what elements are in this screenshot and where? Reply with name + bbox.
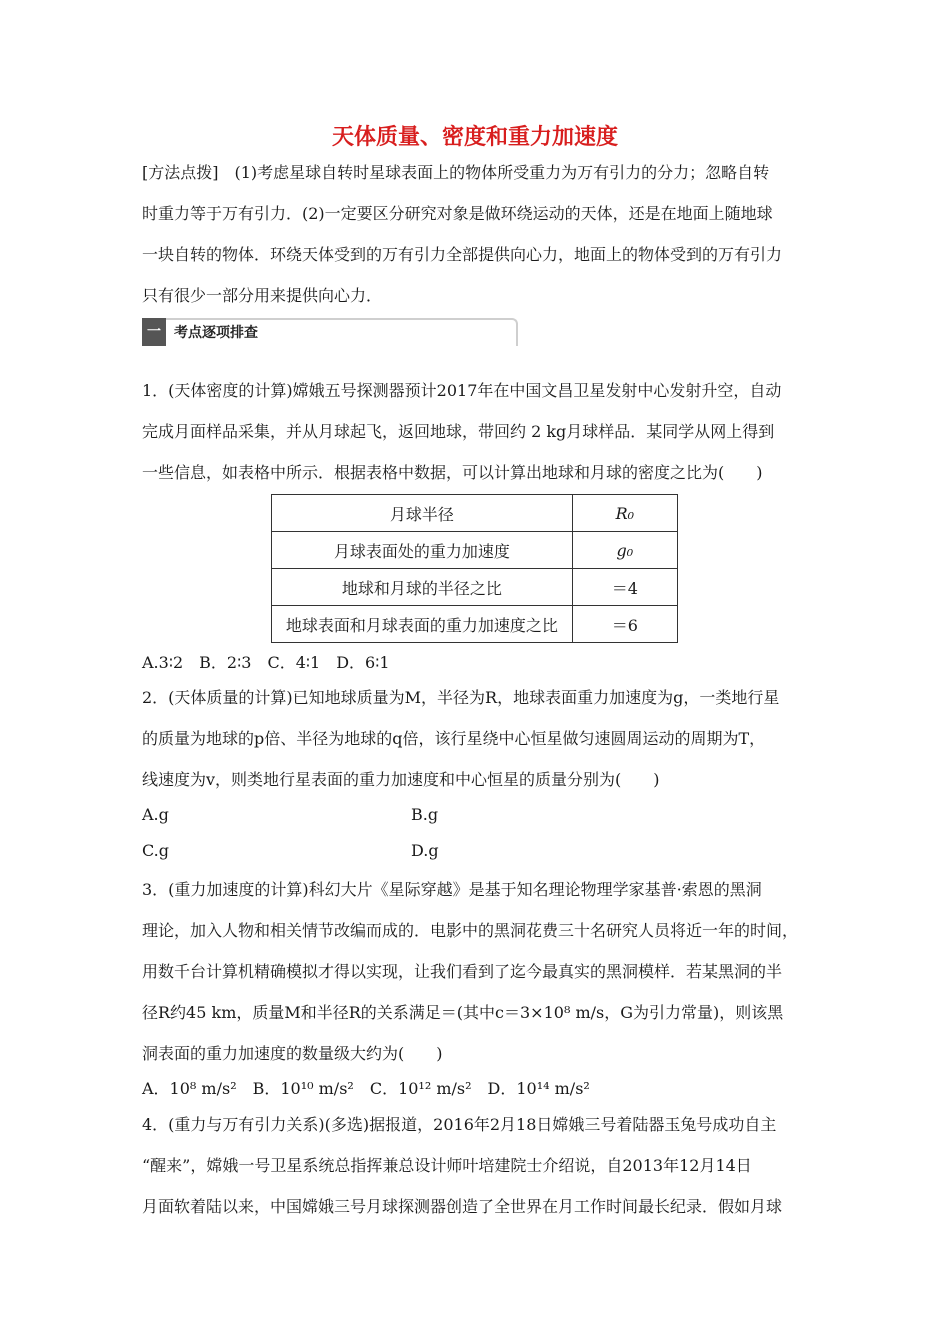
data-table bbox=[271, 494, 678, 643]
table-cell-key: 月球表面处的重力加速度 bbox=[272, 532, 573, 569]
question-line: 4．(重力与万有引力关系)(多选)据报道，2016年2月18日嫦娥三号着陆器玉兔号成功自主 bbox=[142, 1115, 777, 1134]
table-cell-key: 月球半径 bbox=[272, 495, 573, 532]
table-cell-value: g₀ bbox=[572, 532, 677, 569]
q2-option-b: B.g bbox=[411, 805, 439, 824]
question-line: “醒来”，嫦娥一号卫星系统总指挥兼总设计师叶培建院士介绍说，自2013年12月14日 bbox=[142, 1156, 752, 1175]
question-2 bbox=[142, 677, 822, 800]
question-line: 3．(重力加速度的计算)科幻大片《星际穿越》是基于知名理论物理学家基普·索恩的黑洞 bbox=[142, 880, 762, 899]
method-line: 只有很少一部分用来提供向心力． bbox=[142, 286, 383, 305]
question-line: 月面软着陆以来，中国嫦娥三号月球探测器创造了全世界在月工作时间最长纪录．假如月球 bbox=[142, 1197, 783, 1216]
table-row bbox=[272, 532, 678, 569]
q2-option-c: C.g bbox=[142, 841, 169, 860]
question-line: 1．(天体密度的计算)嫦娥五号探测器预计2017年在中国文昌卫星发射中心发射升空，自动 bbox=[142, 381, 782, 400]
q2-option-d: D.g bbox=[411, 841, 439, 860]
question-1 bbox=[142, 370, 822, 493]
table-cell-value: R₀ bbox=[572, 495, 677, 532]
method-line: 一块自转的物体．环绕天体受到的万有引力全部提供向心力，地面上的物体受到的万有引力 bbox=[142, 245, 783, 264]
question-line: 径R约45 km，质量M和半径R的关系满足＝(其中c＝3×10⁸ m/s，G为引力常量)，则该黑 bbox=[142, 1003, 784, 1022]
question-line: 洞表面的重力加速度的数量级大约为( ) bbox=[142, 1044, 443, 1063]
section-label: 考点逐项排查 bbox=[174, 325, 258, 341]
q3-options: A．10⁸ m/s² B．10¹⁰ m/s² C．10¹² m/s² D．10¹⁴ m/s² bbox=[142, 1079, 590, 1098]
table-cell-value: ＝4 bbox=[572, 569, 677, 606]
table-row bbox=[272, 606, 678, 643]
table-row bbox=[272, 569, 678, 606]
question-line: 完成月面样品采集，并从月球起飞，返回地球，带回约 2 kg月球样品．某同学从网上得到 bbox=[142, 422, 775, 441]
section-header bbox=[142, 318, 518, 346]
table-cell-value: ＝6 bbox=[572, 606, 677, 643]
q1-options: A.3∶2 B．2∶3 C．4∶1 D．6∶1 bbox=[142, 653, 390, 672]
table-cell-key: 地球表面和月球表面的重力加速度之比 bbox=[272, 606, 573, 643]
table-cell-key: 地球和月球的半径之比 bbox=[272, 569, 573, 606]
q2-option-a: A.g bbox=[142, 805, 169, 824]
question-3 bbox=[142, 869, 822, 1074]
question-line: 2．(天体质量的计算)已知地球质量为M，半径为R，地球表面重力加速度为g，一类地行星 bbox=[142, 688, 780, 707]
method-line: 时重力等于万有引力．(2)一定要区分研究对象是做环绕运动的天体，还是在地面上随地球 bbox=[142, 204, 773, 223]
question-line: 用数千台计算机精确模拟才得以实现，让我们看到了迄今最真实的黑洞模样．若某黑洞的半 bbox=[142, 962, 783, 981]
page-title: 天体质量、密度和重力加速度 bbox=[331, 125, 618, 150]
question-4 bbox=[142, 1104, 822, 1227]
method-note bbox=[142, 152, 822, 316]
question-line: 一些信息，如表格中所示．根据表格中数据，可以计算出地球和月球的密度之比为( ) bbox=[142, 463, 763, 482]
table-row bbox=[272, 495, 678, 532]
question-line: 理论，加入人物和相关情节改编而成的．电影中的黑洞花费三十名研究人员将近一年的时间， bbox=[142, 921, 799, 940]
question-line: 的质量为地球的p倍、半径为地球的q倍，该行星绕中心恒星做匀速圆周运动的周期为T， bbox=[142, 729, 766, 748]
question-line: 线速度为v，则类地行星表面的重力加速度和中心恒星的质量分别为( ) bbox=[142, 770, 660, 789]
section-tag: 一 bbox=[142, 318, 166, 346]
method-line: [方法点拨] (1)考虑星球自转时星球表面上的物体所受重力为万有引力的分力；忽略自转 bbox=[142, 163, 770, 182]
